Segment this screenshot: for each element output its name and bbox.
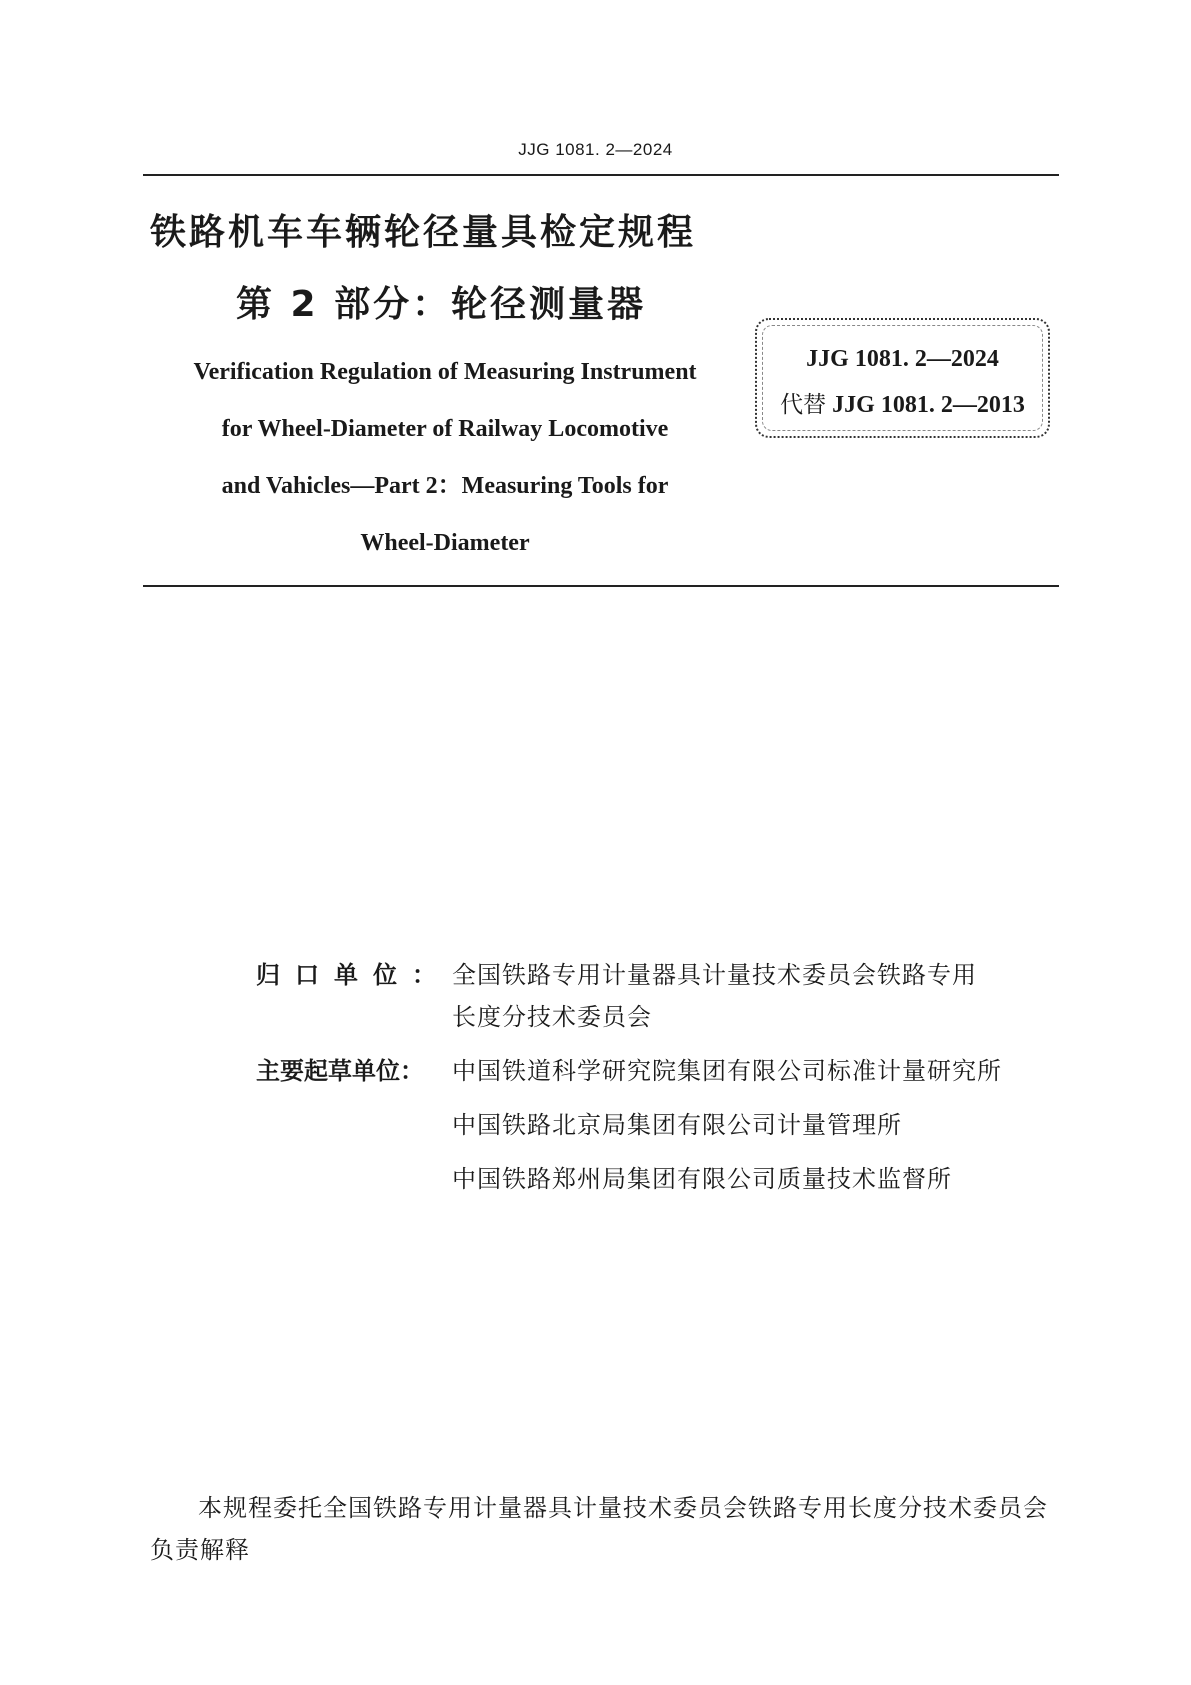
title-chinese-main: 铁路机车车辆轮径量具检定规程	[150, 212, 697, 253]
drafter-unit: 中国铁路郑州局集团有限公司质量技术监督所	[452, 1165, 952, 1193]
header-standard-code: JJG 1081. 2—2024	[518, 140, 673, 159]
replaces-code: JJG 1081. 2—2013	[832, 392, 1025, 418]
responsible-unit-line: 全国铁路专用计量器具计量技术委员会铁路专用	[452, 961, 977, 989]
drafters-label: 主要起草单位：	[256, 1057, 424, 1085]
interpretation-note: 本规程委托全国铁路专用计量器具计量技术委员会铁路专用长度分技术委员会负责解释	[150, 1494, 1048, 1564]
responsible-unit-label: 归口单位：	[256, 961, 451, 989]
drafter-unit: 中国铁路北京局集团有限公司计量管理所	[452, 1111, 902, 1139]
standard-number-box	[755, 318, 1050, 438]
replaces-standard	[757, 386, 1048, 419]
title-english-line: Verification Regulation of Measuring Instrument	[193, 359, 697, 385]
title-chinese-sub: 第 2 部分：轮径测量器	[236, 284, 647, 325]
title-english-line: and Vahicles—Part 2：Measuring Tools for	[221, 473, 669, 499]
title-english-line: for Wheel-Diameter of Railway Locomotive	[221, 416, 669, 442]
title-english-line: Wheel-Diameter	[360, 530, 530, 556]
responsible-unit-line: 长度分技术委员会	[452, 1003, 652, 1031]
header-divider	[143, 174, 1059, 176]
standard-code: JJG 1081. 2—2024	[806, 346, 999, 372]
title-english	[150, 344, 740, 572]
replaces-prefix: 代替	[780, 392, 827, 418]
title-divider	[143, 585, 1059, 587]
drafter-unit: 中国铁道科学研究院集团有限公司标准计量研究所	[452, 1057, 1002, 1085]
